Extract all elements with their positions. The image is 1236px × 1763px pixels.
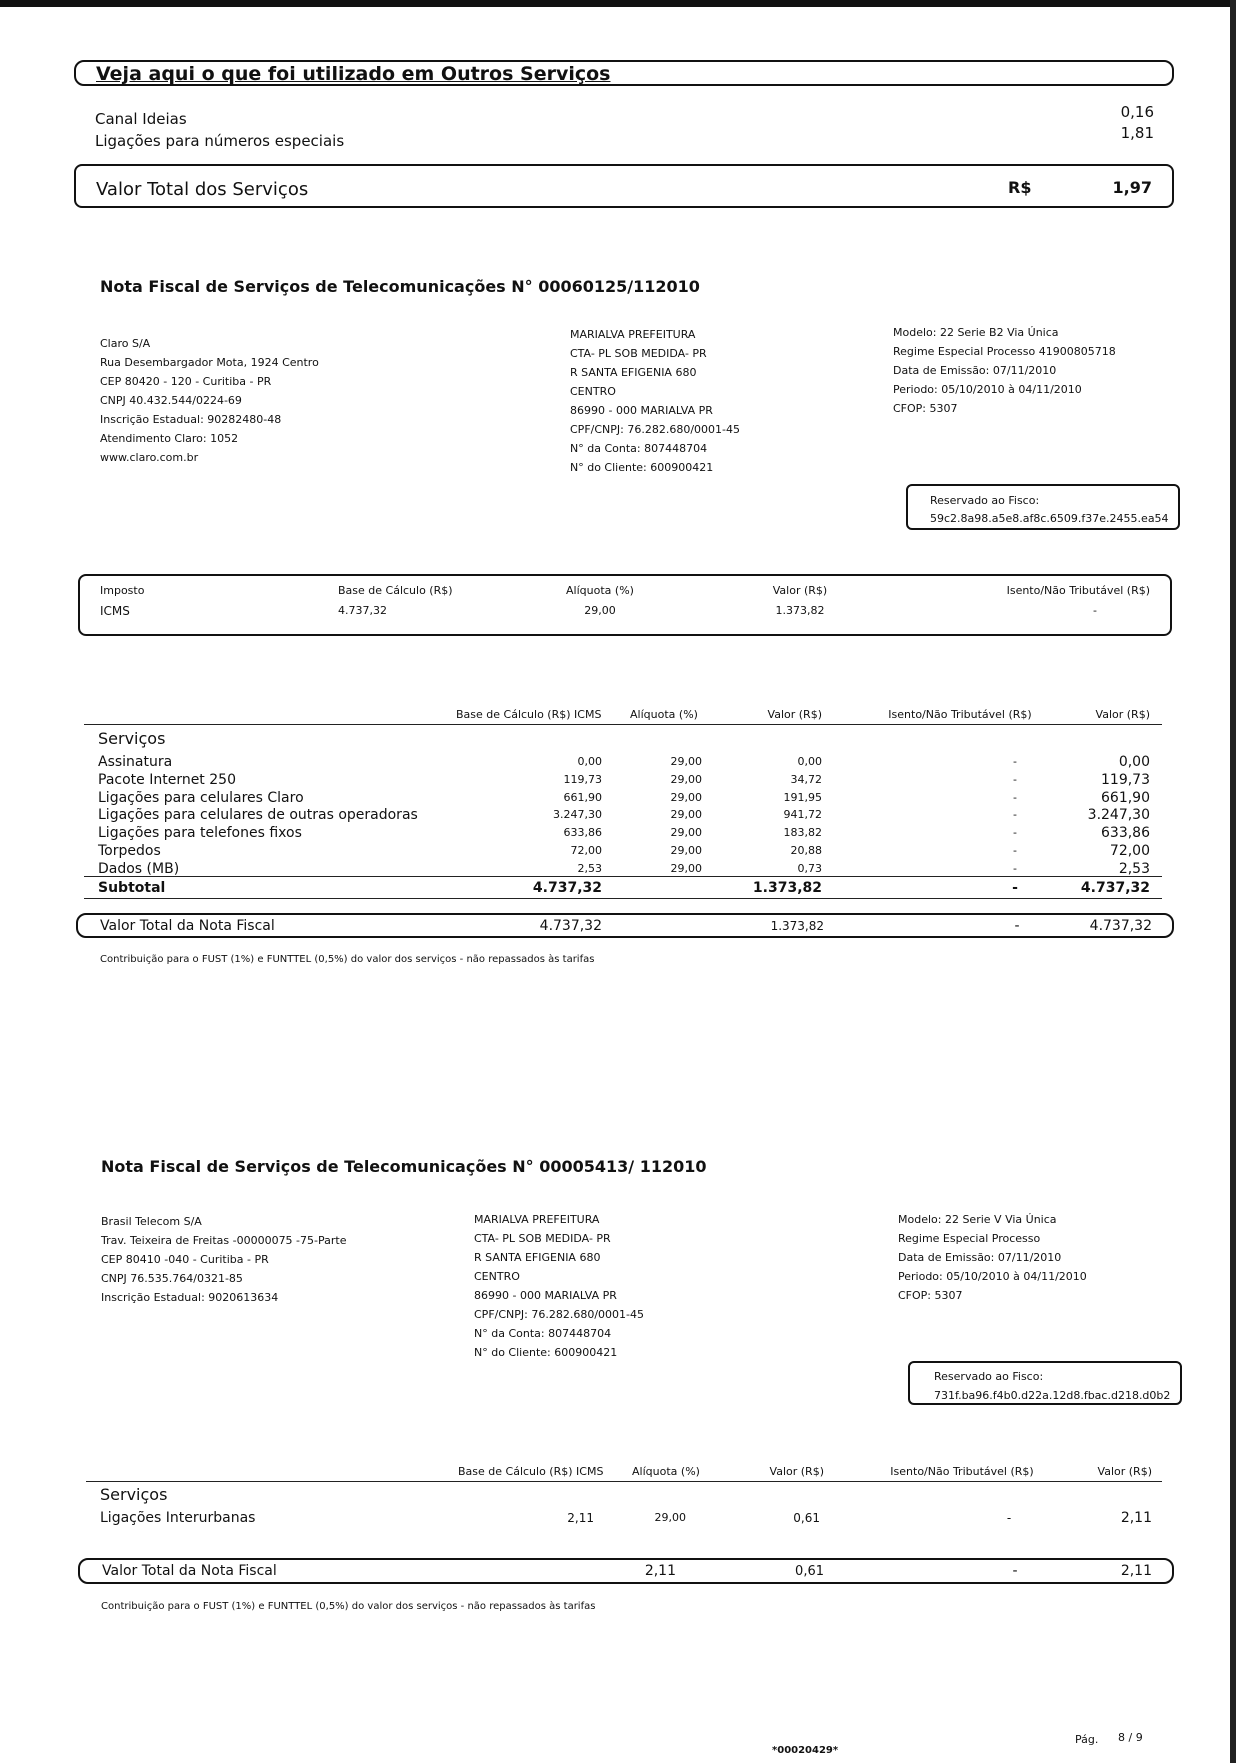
subtotal-bottom-rule <box>84 898 1162 899</box>
tax-header: Base de Cálculo (R$) <box>338 584 453 597</box>
outros-title: Veja aqui o que foi utilizado em Outros Serviços <box>96 63 611 85</box>
outros-item-value: 0,16 <box>1120 103 1154 121</box>
nf1-model-block <box>893 323 1193 418</box>
service-cell: 20,88 <box>790 844 822 857</box>
model-line: Periodo: 05/10/2010 à 04/11/2010 <box>898 1270 1087 1283</box>
service-cell: - <box>1013 790 1017 804</box>
nf2-issuer-block <box>101 1212 421 1307</box>
service-cell: 2,53 <box>577 861 602 875</box>
subtotal-base: 4.737,32 <box>532 880 602 896</box>
nf2-title: Nota Fiscal de Serviços de Telecomunicações N° 00005413/ 112010 <box>101 1157 707 1176</box>
service-label: Pacote Internet 250 <box>98 771 236 788</box>
service-cell: - <box>1013 844 1017 857</box>
service-label: Torpedos <box>98 843 161 859</box>
service-cell: 191,95 <box>783 790 822 804</box>
nf2-customer-block <box>474 1210 734 1362</box>
subtotal-label: Subtotal <box>98 880 166 896</box>
customer-line: 86990 - 000 MARIALVA PR <box>570 404 713 417</box>
svc-title: Serviços <box>98 729 166 748</box>
customer-line: N° da Conta: 807448704 <box>570 442 708 455</box>
service-cell: 29,00 <box>670 755 702 768</box>
service-cell: 941,72 <box>783 808 822 822</box>
tax-cell: - <box>1093 604 1097 617</box>
service-cell: 2,53 <box>1118 860 1150 877</box>
service-cell: - <box>1013 772 1017 786</box>
scan-top-edge <box>0 0 1236 7</box>
tax-header: Valor (R$) <box>772 584 828 597</box>
customer-line: R SANTA EFIGENIA 680 <box>474 1251 601 1264</box>
service-label: Assinatura <box>98 754 173 770</box>
service-cell: 2,11 <box>567 1511 594 1525</box>
service-cell: 0,73 <box>797 861 822 875</box>
fisco-code: 59c2.8a98.a5e8.af8c.6509.f37e.2455.ea54 <box>930 512 1169 525</box>
service-cell: 29,00 <box>670 844 702 857</box>
service-cell: 29,00 <box>654 1511 686 1524</box>
nf1-issuer-block <box>100 334 400 467</box>
total-isento: - <box>1012 1563 1018 1579</box>
issuer-line: www.claro.com.br <box>100 451 199 464</box>
service-cell: - <box>1013 755 1017 768</box>
subtotal-isento: - <box>1012 880 1018 896</box>
svc-header: Alíquota (%) <box>632 1465 700 1478</box>
customer-line: N° da Conta: 807448704 <box>474 1327 612 1340</box>
subtotal-rule <box>84 876 1162 877</box>
service-cell: 29,00 <box>670 808 702 822</box>
service-cell: 0,00 <box>1118 754 1150 770</box>
outros-item-value: 1,81 <box>1120 124 1154 142</box>
service-cell: 29,00 <box>670 772 702 786</box>
service-label: Ligações para celulares de outras operadoras <box>98 807 418 824</box>
customer-line: CPF/CNPJ: 76.282.680/0001-45 <box>570 423 740 436</box>
svc-title: Serviços <box>100 1485 168 1504</box>
total-valor: 1.373,82 <box>770 919 824 933</box>
subtotal-valor: 1.373,82 <box>752 880 822 896</box>
tax-cell: 29,00 <box>584 604 616 617</box>
fisco-label: Reservado ao Fisco: <box>930 494 1040 507</box>
svc-header: Alíquota (%) <box>630 708 698 721</box>
service-cell: 661,90 <box>563 790 602 804</box>
fisco-label: Reservado ao Fisco: <box>934 1370 1044 1383</box>
model-line: Regime Especial Processo 41900805718 <box>893 345 1116 358</box>
total-base: 2,11 <box>644 1563 676 1579</box>
nf1-customer-block <box>570 325 830 477</box>
nf1-tax-box <box>78 574 1172 636</box>
service-cell: 0,00 <box>797 755 822 768</box>
issuer-line: CEP 80420 - 120 - Curitiba - PR <box>100 375 272 388</box>
svc-header: Valor (R$) <box>1097 1465 1152 1478</box>
outros-total-label: Valor Total dos Serviços <box>96 179 309 200</box>
customer-line: CENTRO <box>474 1270 520 1283</box>
issuer-line: Claro S/A <box>100 337 151 350</box>
svc-header: Base de Cálculo (R$) ICMS <box>458 1465 604 1478</box>
outros-total-box <box>74 164 1174 208</box>
total-base: 4.737,32 <box>539 918 602 934</box>
service-cell: 0,61 <box>793 1511 820 1525</box>
page-label: Pág. <box>1075 1733 1099 1746</box>
service-cell: - <box>1013 826 1017 840</box>
outros-total-currency: R$ <box>1008 178 1032 197</box>
outros-header-box <box>74 60 1174 86</box>
issuer-line: CNPJ 40.432.544/0224-69 <box>100 394 242 407</box>
service-cell: 119,73 <box>563 772 602 786</box>
outros-item-label: Canal Ideias <box>95 110 187 128</box>
nf1-title: Nota Fiscal de Serviços de Telecomunicações N° 00060125/112010 <box>100 277 700 296</box>
nf1-footnote: Contribuição para o FUST (1%) e FUNTTEL (0,5%) do valor dos serviços - não repassados às tarifas <box>100 954 595 965</box>
total-label: Valor Total da Nota Fiscal <box>102 1563 277 1579</box>
service-cell: 29,00 <box>670 826 702 840</box>
service-cell: 34,72 <box>790 772 822 786</box>
customer-line: CTA- PL SOB MEDIDA- PR <box>570 347 707 360</box>
tax-header: Isento/Não Tributável (R$) <box>1006 584 1150 597</box>
customer-line: MARIALVA PREFEITURA <box>474 1213 600 1226</box>
issuer-line: CEP 80410 -040 - Curitiba - PR <box>101 1253 269 1266</box>
nf2-total-box <box>78 1558 1174 1584</box>
model-line: CFOP: 5307 <box>893 402 958 415</box>
svc-header: Isento/Não Tributável (R$) <box>888 708 1032 721</box>
service-cell: 119,73 <box>1101 771 1150 788</box>
svc-header: Base de Cálculo (R$) ICMS <box>456 708 602 721</box>
fisco-code: 731f.ba96.f4b0.d22a.12d8.fbac.d218.d0b2 <box>934 1389 1171 1402</box>
tax-cell: ICMS <box>100 604 130 618</box>
issuer-line: CNPJ 76.535.764/0321-85 <box>101 1272 243 1285</box>
customer-line: 86990 - 000 MARIALVA PR <box>474 1289 617 1302</box>
svc-header-rule <box>84 724 1162 725</box>
model-line: Modelo: 22 Serie V Via Única <box>898 1213 1057 1226</box>
issuer-line: Inscrição Estadual: 90282480-48 <box>100 413 282 426</box>
barcode-text: *00020429* <box>772 1745 839 1756</box>
service-cell: 0,00 <box>577 755 602 768</box>
total-total: 2,11 <box>1120 1563 1152 1579</box>
service-cell: 633,86 <box>563 826 602 840</box>
customer-line: CPF/CNPJ: 76.282.680/0001-45 <box>474 1308 644 1321</box>
total-label: Valor Total da Nota Fiscal <box>100 918 275 934</box>
nf2-footnote: Contribuição para o FUST (1%) e FUNTTEL (0,5%) do valor dos serviços - não repassados às tarifas <box>101 1601 596 1612</box>
service-label: Ligações para telefones fixos <box>98 825 302 842</box>
total-total: 4.737,32 <box>1089 918 1152 934</box>
issuer-line: Atendimento Claro: 1052 <box>100 432 239 445</box>
service-cell: 29,00 <box>670 790 702 804</box>
scan-right-edge <box>1230 0 1236 1763</box>
issuer-line: Inscrição Estadual: 9020613634 <box>101 1291 279 1304</box>
customer-line: N° do Cliente: 600900421 <box>570 461 714 474</box>
service-cell: 633,86 <box>1101 825 1150 842</box>
service-label: Dados (MB) <box>98 860 180 877</box>
nf2-model-block <box>898 1210 1178 1305</box>
service-cell: 3.247,30 <box>553 808 602 822</box>
issuer-line: Brasil Telecom S/A <box>101 1215 202 1228</box>
service-cell: 72,00 <box>570 844 602 857</box>
service-cell: 72,00 <box>1109 843 1150 859</box>
service-cell: 183,82 <box>783 826 822 840</box>
outros-item-label: Ligações para números especiais <box>95 132 345 150</box>
customer-line: MARIALVA PREFEITURA <box>570 328 696 341</box>
svc-header: Valor (R$) <box>767 708 822 721</box>
subtotal-total: 4.737,32 <box>1080 880 1150 896</box>
model-line: Data de Emissão: 07/11/2010 <box>898 1251 1062 1264</box>
model-line: CFOP: 5307 <box>898 1289 963 1302</box>
model-line: Modelo: 22 Serie B2 Via Única <box>893 326 1059 339</box>
service-label: Ligações para celulares Claro <box>98 789 304 806</box>
service-cell: - <box>1013 808 1017 822</box>
customer-line: R SANTA EFIGENIA 680 <box>570 366 697 379</box>
customer-line: CENTRO <box>570 385 616 398</box>
service-cell: 661,90 <box>1101 789 1150 806</box>
svc-header: Valor (R$) <box>1095 708 1150 721</box>
svc-header-rule <box>86 1481 1162 1482</box>
tax-cell: 4.737,32 <box>338 604 387 617</box>
nf2-fisco-box <box>908 1361 1182 1405</box>
nf1-fisco-box <box>906 484 1180 530</box>
tax-cell: 1.373,82 <box>775 604 825 617</box>
service-cell: 2,11 <box>1120 1510 1152 1526</box>
svc-header: Isento/Não Tributável (R$) <box>890 1465 1034 1478</box>
nf1-total-box <box>76 913 1174 938</box>
outros-total-value: 1,97 <box>1112 178 1152 197</box>
model-line: Regime Especial Processo <box>898 1232 1041 1245</box>
service-cell: - <box>1006 1511 1012 1525</box>
tax-header: Alíquota (%) <box>566 584 634 597</box>
svc-header: Valor (R$) <box>769 1465 824 1478</box>
service-cell: 3.247,30 <box>1087 807 1150 824</box>
model-line: Data de Emissão: 07/11/2010 <box>893 364 1057 377</box>
total-isento: - <box>1014 918 1020 934</box>
service-label: Ligações Interurbanas <box>100 1510 256 1526</box>
customer-line: CTA- PL SOB MEDIDA- PR <box>474 1232 611 1245</box>
page-number: 8 / 9 <box>1118 1731 1143 1744</box>
total-valor: 0,61 <box>795 1564 824 1579</box>
issuer-line: Trav. Teixeira de Freitas -00000075 -75-Parte <box>101 1234 347 1247</box>
service-cell: 29,00 <box>670 861 702 875</box>
customer-line: N° do Cliente: 600900421 <box>474 1346 618 1359</box>
service-cell: - <box>1013 861 1017 875</box>
model-line: Periodo: 05/10/2010 à 04/11/2010 <box>893 383 1082 396</box>
tax-header: Imposto <box>100 584 145 597</box>
issuer-line: Rua Desembargador Mota, 1924 Centro <box>100 356 319 369</box>
